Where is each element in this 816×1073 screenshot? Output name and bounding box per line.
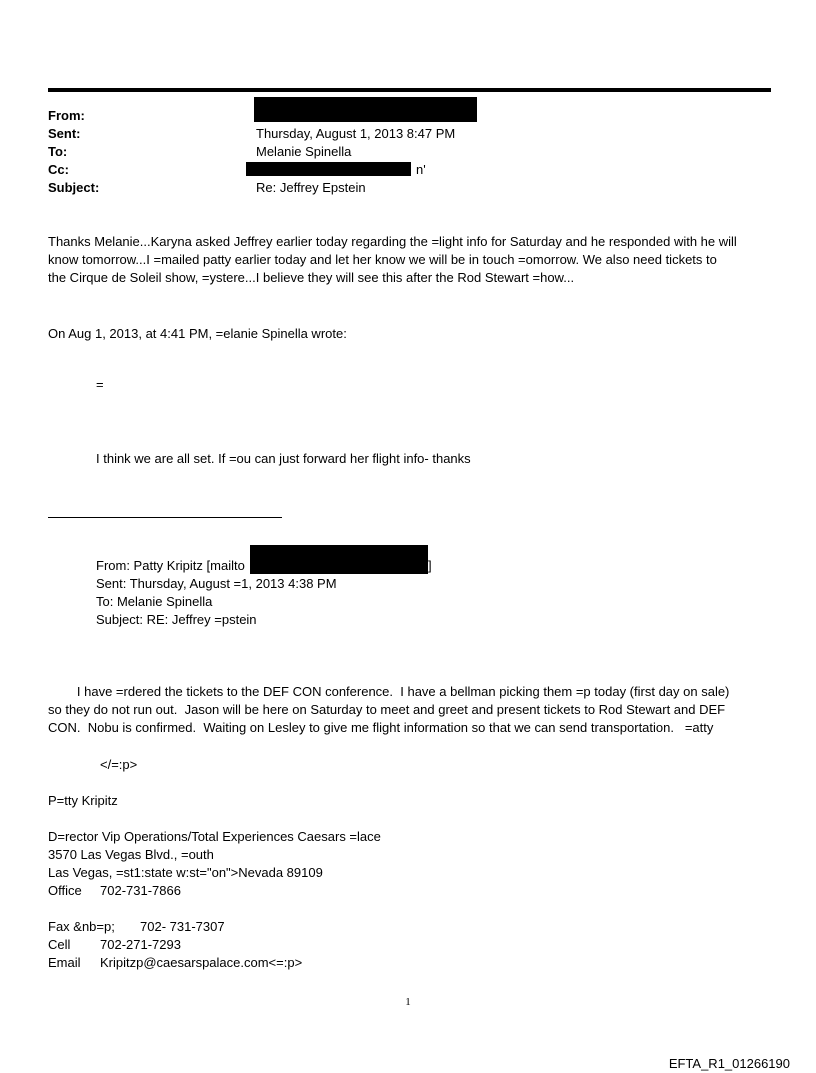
sig-office-label: Office <box>48 883 82 898</box>
redaction-cc <box>246 162 411 176</box>
sig-address1: 3570 Las Vegas Blvd., =outh <box>48 847 214 862</box>
top-divider <box>48 88 771 92</box>
sig-office-value: 702-731-7866 <box>100 883 181 898</box>
subject-value: Re: Jeffrey Epstein <box>256 180 366 195</box>
to-label: To: <box>48 144 68 159</box>
message-paragraph: I have =rdered the tickets to the DEF CON conference. I have a bellman picking them =p today (first day on sale) so they do not run out. Jason will be here on Saturday to meet and greet and present tickets to Rod Stewart and DEF CON. Nobu is confirmed. Waiting on Lesley to give me flight information so that we can send transportation. =atty <box>48 684 730 735</box>
fwd-subject: Subject: RE: Jeffrey =pstein <box>96 612 257 627</box>
sig-name: P=tty Kripitz <box>48 793 118 808</box>
sig-title: D=rector Vip Operations/Total Experiences Caesars =lace <box>48 829 381 844</box>
fwd-to: To: Melanie Spinella <box>96 594 213 609</box>
sig-fax-value: 702- 731-7307 <box>140 919 225 934</box>
cc-label: Cc: <box>48 162 69 177</box>
quote-intro: On Aug 1, 2013, at 4:41 PM, =elanie Spinella wrote: <box>48 326 347 341</box>
page-number: 1 <box>405 996 411 1008</box>
sent-value: Thursday, August 1, 2013 8:47 PM <box>256 126 456 141</box>
sig-fax-label: Fax &nb=p; <box>48 919 115 934</box>
sig-email-label: Email <box>48 955 81 970</box>
message-tag: </=:p> <box>100 757 138 772</box>
bates-number: EFTA_R1_01266190 <box>668 1056 790 1071</box>
quote-separator <box>48 517 282 518</box>
redaction-mailto <box>250 545 428 574</box>
redaction-from <box>254 97 477 122</box>
fwd-from-end: ] <box>428 558 432 573</box>
from-label: From: <box>48 108 85 123</box>
sig-cell-label: Cell <box>48 937 71 952</box>
sig-cell-value: 702-271-7293 <box>100 937 181 952</box>
sent-label: Sent: <box>48 126 81 141</box>
fwd-sent: Sent: Thursday, August =1, 2013 4:38 PM <box>96 576 337 591</box>
sig-address2: Las Vegas, =st1:state w:st="on">Nevada 89109 <box>48 865 323 880</box>
fwd-from: From: Patty Kripitz [mailto <box>96 558 245 573</box>
to-value: Melanie Spinella <box>256 144 352 159</box>
quoted-equals: = <box>96 377 104 392</box>
quoted-text: I think we are all set. If =ou can just forward her flight info- thanks <box>96 451 471 466</box>
cc-tail: n' <box>416 162 426 177</box>
sig-email-value: Kripitzp@caesarspalace.com<=:p> <box>100 955 303 970</box>
subject-label: Subject: <box>48 180 100 195</box>
reply-paragraph: Thanks Melanie...Karyna asked Jeffrey earlier today regarding the =light info for Saturday and he responded with he will know tomorrow...I =mailed patty earlier today and let her know we will be in touch =omorrow. We also need tickets to the Cirque de Soleil show, =ystere...I believe they will see this after the Rod Stewart =how... <box>48 234 737 285</box>
